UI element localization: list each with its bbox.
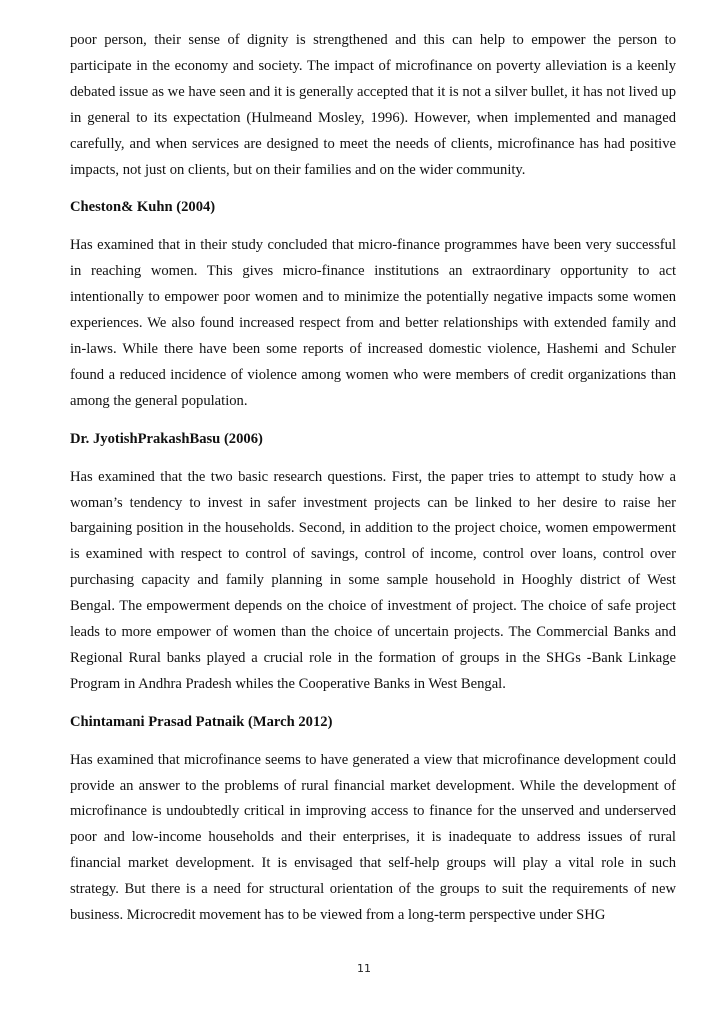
paragraph-cheston-kuhn: Has examined that in their study concluded that micro-finance programmes have been very successful in reaching women. This gives micro-finance institutions an extraordinary opportunity to act intentionally to empower poor women and to minimize the potentially negative impacts some women experiences. We also found increased respect from and better relationships with extended family and in-laws. While there have been some reports of increased domestic violence, Hashemi and Schuler found a reduced incidence of violence among women who were members of credit organizations than among the general population.: [70, 237, 676, 409]
heading-cheston-kuhn: Cheston& Kuhn (2004): [70, 199, 216, 216]
paragraph-jyotish-prakash-basu: Has examined that the two basic research questions. First, the paper tries to attempt to study how a woman’s tendency to invest in safer investment projects can be linked to her desire to raise her bargaining position in the households. Second, in addition to the project choice, women empowerment is examined with respect to control of savings, control of income, control over loans, control over purchasing capacity and family planning in some sample household in Hooghly district of West Bengal. The empowerment depends on the choice of investment of project. The choice of safe project leads to more empower of women than the choice of uncertain projects. The Commercial Banks and Regional Rural banks played a crucial role in the formation of groups in the SHGs -Bank Linkage Program in Andhra Pradesh whiles the Cooperative Banks in West Bengal.: [70, 468, 676, 692]
page-number: 11: [357, 962, 371, 975]
paragraph-intro-continuation: poor person, their sense of dignity is strengthened and this can help to empower the person to participate in the economy and society. The impact of microfinance on poverty alleviation is a keenly debated issue as we have seen and it is generally accepted that it is not a silver bullet, it has not lived up in general to its expectation (Hulmeand Mosley, 1996). However, when implemented and managed carefully, and when services are designed to meet the needs of clients, microfinance has had positive impacts, not just on clients, but on their families and on the wider community.: [70, 32, 676, 178]
heading-jyotish-prakash-basu: Dr. JyotishPrakashBasu (2006): [70, 430, 263, 447]
heading-chintamani-prasad-patnaik: Chintamani Prasad Patnaik (March 2012): [70, 713, 333, 730]
document-page: [70, 28, 676, 929]
paragraph-chintamani-prasad-patnaik: Has examined that microfinance seems to have generated a view that microfinance development could provide an answer to the problems of rural financial market development. While the development of microfinance is undoubtedly critical in improving access to finance for the unserved and underserved poor and low-income households and their enterprises, it is inadequate to address issues of rural financial market development. It is envisaged that self-help groups will play a vital role in such strategy. But there is a need for structural orientation of the groups to suit the requirements of new business. Microcredit movement has to be viewed from a long-term perspective under SHG: [70, 751, 676, 924]
